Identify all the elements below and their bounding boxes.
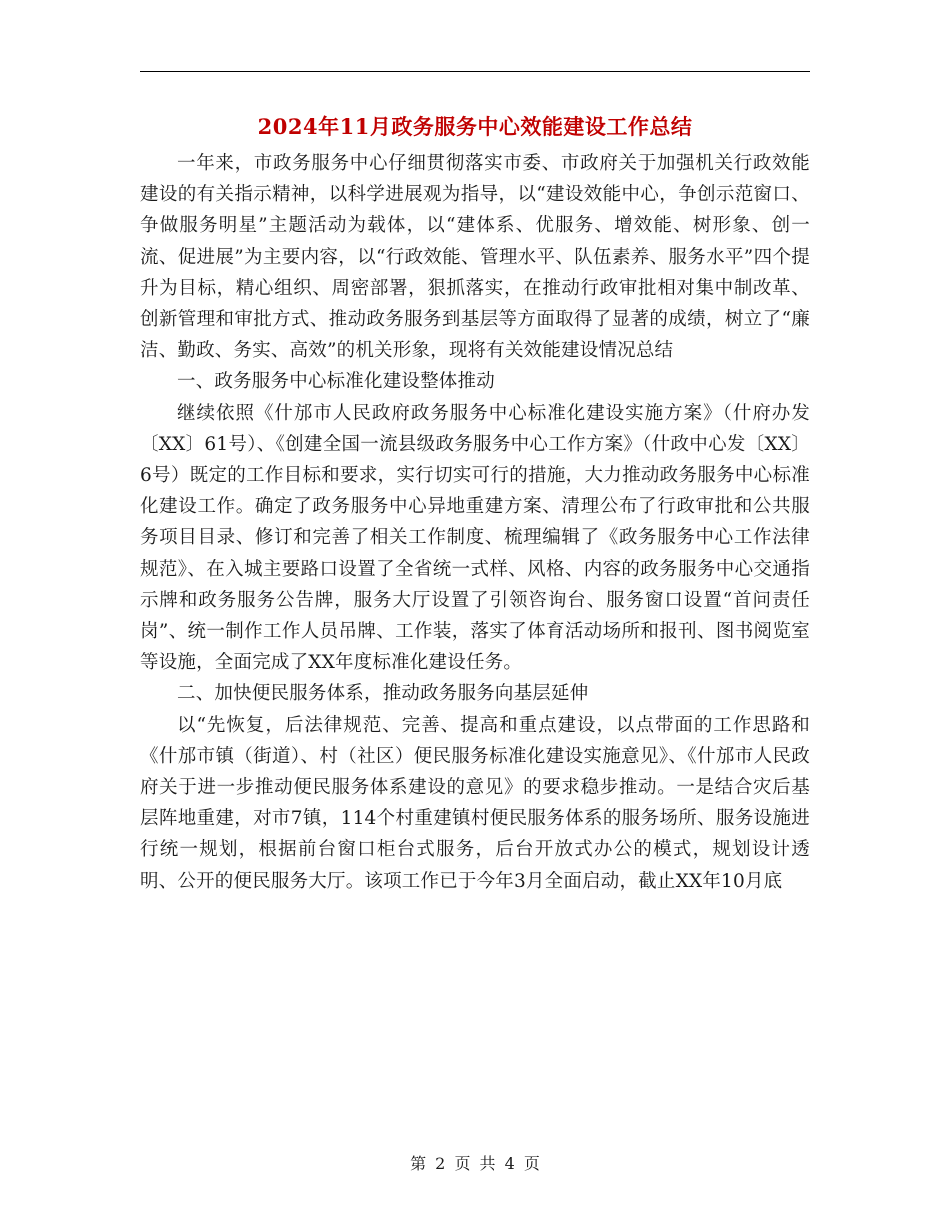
- section-heading-2: 二、加快便民服务体系，推动政务服务向基层延伸: [177, 683, 589, 705]
- header-rule: [140, 71, 810, 72]
- intro-paragraph: 一年来，市政务服务中心仔细贯彻落实市委、市政府关于加强机关行政效能建设的有关指示精神，以科学进展观为指导，以“建设效能中心，争创示范窗口、争做服务明星”主题活动为载体，以“建体系、优服务、增效能、树形象、创一流、促进展”为主要内容，以“行政效能、管理水平、队伍素养、服务水平”四个提升为目标，精心组织、周密部署，狠抓落实，在推动行政审批相对集中制改革、创新管理和审批方式、推动政务服务到基层等方面取得了显著的成绩，树立了“廉洁、勤政、务实、高效”的机关形象，现将有关效能建设情况总结: [140, 153, 810, 362]
- section-heading-1: 一、政务服务中心标准化建设整体推动: [177, 371, 495, 393]
- section-2-paragraph: 以“先恢复，后法律规范、完善、提高和重点建设，以点带面的工作思路和《什邡市镇（街道）、村（社区）便民服务标准化建设实施意见》、《什邡市人民政府关于进一步推动便民服务体系建设的意见》的要求稳步推动。一是结合灾后基层阵地重建，对市7镇，114个村重建镇村便民服务体系的服务场所、服务设施进行统一规划，根据前台窗口柜台式服务，后台开放式办公的模式，规划设计透明、公开的便民服务大厅。该项工作已于今年3月全面启动，截止XX年10月底: [140, 714, 810, 892]
- document-body: [140, 148, 810, 897]
- section-1-paragraph: 继续依照《什邡市人民政府政务服务中心标准化建设实施方案》（什府办发〔XX〕61号）、《创建全国一流县级政务服务中心工作方案》（什政中心发〔XX〕6号）既定的工作目标和要求，实行切实可行的措施，大力推动政务服务中心标准化建设工作。确定了政务服务中心异地重建方案、清理公布了行政审批和公共服务项目目录、修订和完善了相关工作制度、梳理编辑了《政务服务中心工作法律规范》、在入城主要路口设置了全省统一式样、风格、内容的政务服务中心交通指示牌和政务服务公告牌，服务大厅设置了引领咨询台、服务窗口设置“首问责任岗”、统一制作工作人员吊牌、工作装，落实了体育活动场所和报刊、图书阅览室等设施，全面完成了XX年度标准化建设任务。: [140, 402, 810, 674]
- page-number-footer: 第 2 页 共 4 页: [410, 1154, 540, 1173]
- document-title: 2024年11月政务服务中心效能建设工作总结: [257, 114, 693, 139]
